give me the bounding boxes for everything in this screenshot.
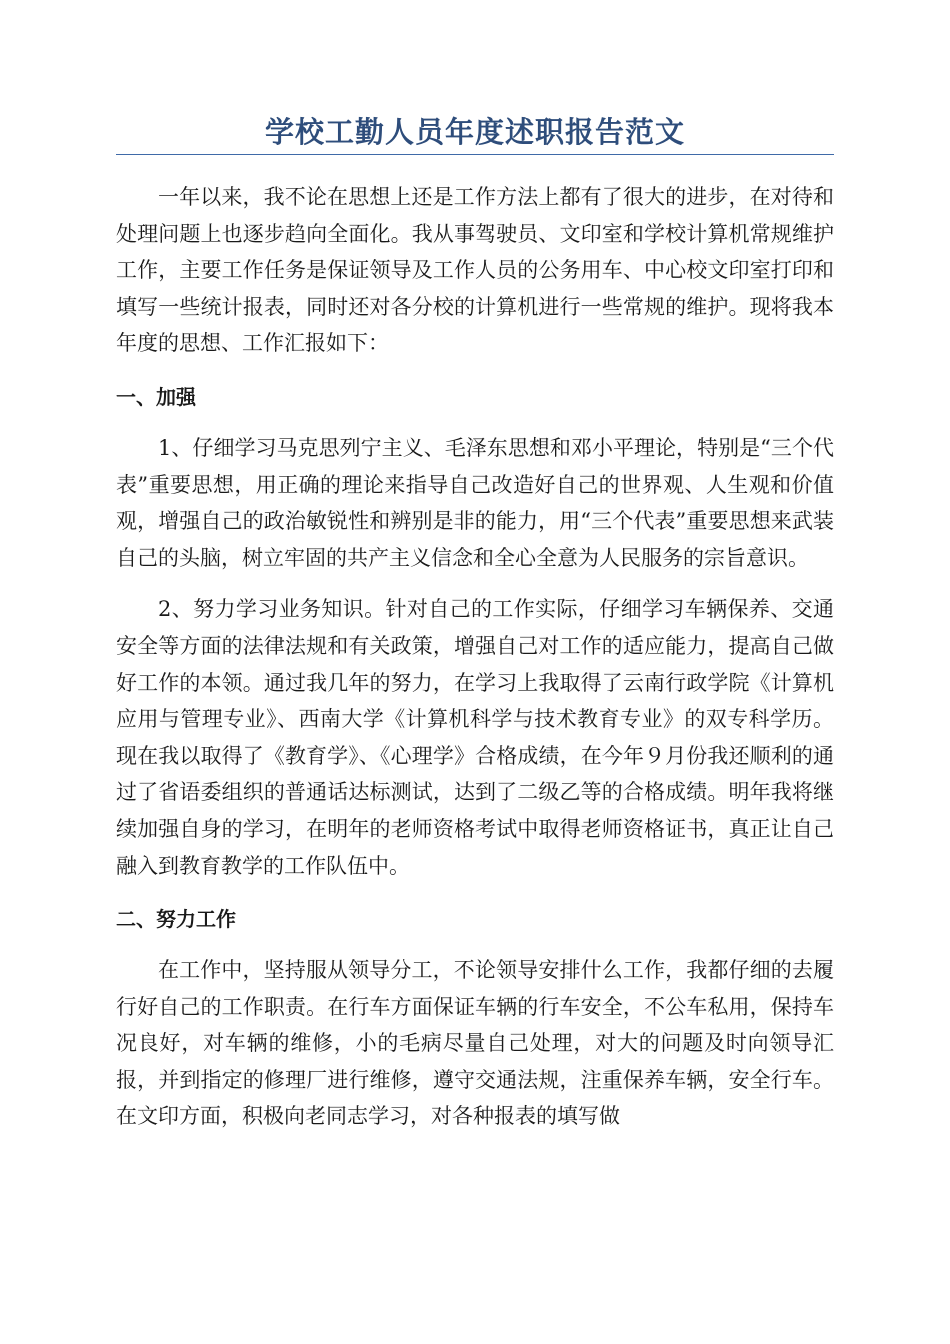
- document-title: 学校工勤人员年度述职报告范文: [264, 115, 685, 149]
- section-1-paragraph-2: 2、努力学习业务知识。针对自己的工作实际，仔细学习车辆保养、交通安全等方面的法律法规和有关政策，增强自己对工作的适应能力，提高自己做好工作的本领。通过我几年的努力，在学习上我取得了云南行政学院《计算机应用与管理专业》、西南大学《计算机科学与技术教育专业》的双专科学历。现在我以取得了《教育学》、《心理学》合格成绩，在今年９月份我还顺利的通过了省语委组织的普通话达标测试，达到了二级乙等的合格成绩。明年我将继续加强自身的学习，在明年的老师资格考试中取得老师资格证书，真正让自己融入到教育教学的工作队伍中。: [116, 597, 834, 878]
- section-2-paragraph-1: 在工作中，坚持服从领导分工，不论领导安排什么工作，我都仔细的去履行好自己的工作职责。在行车方面保证车辆的行车安全，不公车私用，保持车况良好，对车辆的维修，小的毛病尽量自己处理，对大的问题及时向领导汇报，并到指定的修理厂进行维修，遵守交通法规，注重保养车辆，安全行车。在文印方面，积极向老同志学习，对各种报表的填写做: [116, 958, 834, 1129]
- section-1-paragraph-1: 1、仔细学习马克思列宁主义、毛泽东思想和邓小平理论，特别是“三个代表”重要思想，用正确的理论来指导自己改造好自己的世界观、人生观和价值观，增强自己的政治敏锐性和辨别是非的能力，用“三个代表”重要思想来武装自己的头脑，树立牢固的共产主义信念和全心全意为人民服务的宗旨意识。: [116, 435, 834, 570]
- title-underline: [116, 154, 834, 155]
- section-2-heading: 二、努力工作: [116, 907, 236, 932]
- intro-paragraph: 一年以来，我不论在思想上还是工作方法上都有了很大的进步，在对待和处理问题上也逐步趋向全面化。我从事驾驶员、文印室和学校计算机常规维护工作，主要工作任务是保证领导及工作人员的公务用车、中心校文印室打印和填写一些统计报表，同时还对各分校的计算机进行一些常规的维护。现将我本年度的思想、工作汇报如下：: [116, 185, 834, 356]
- section-1-heading: 一、加强: [116, 384, 196, 409]
- document-page: [116, 112, 834, 1135]
